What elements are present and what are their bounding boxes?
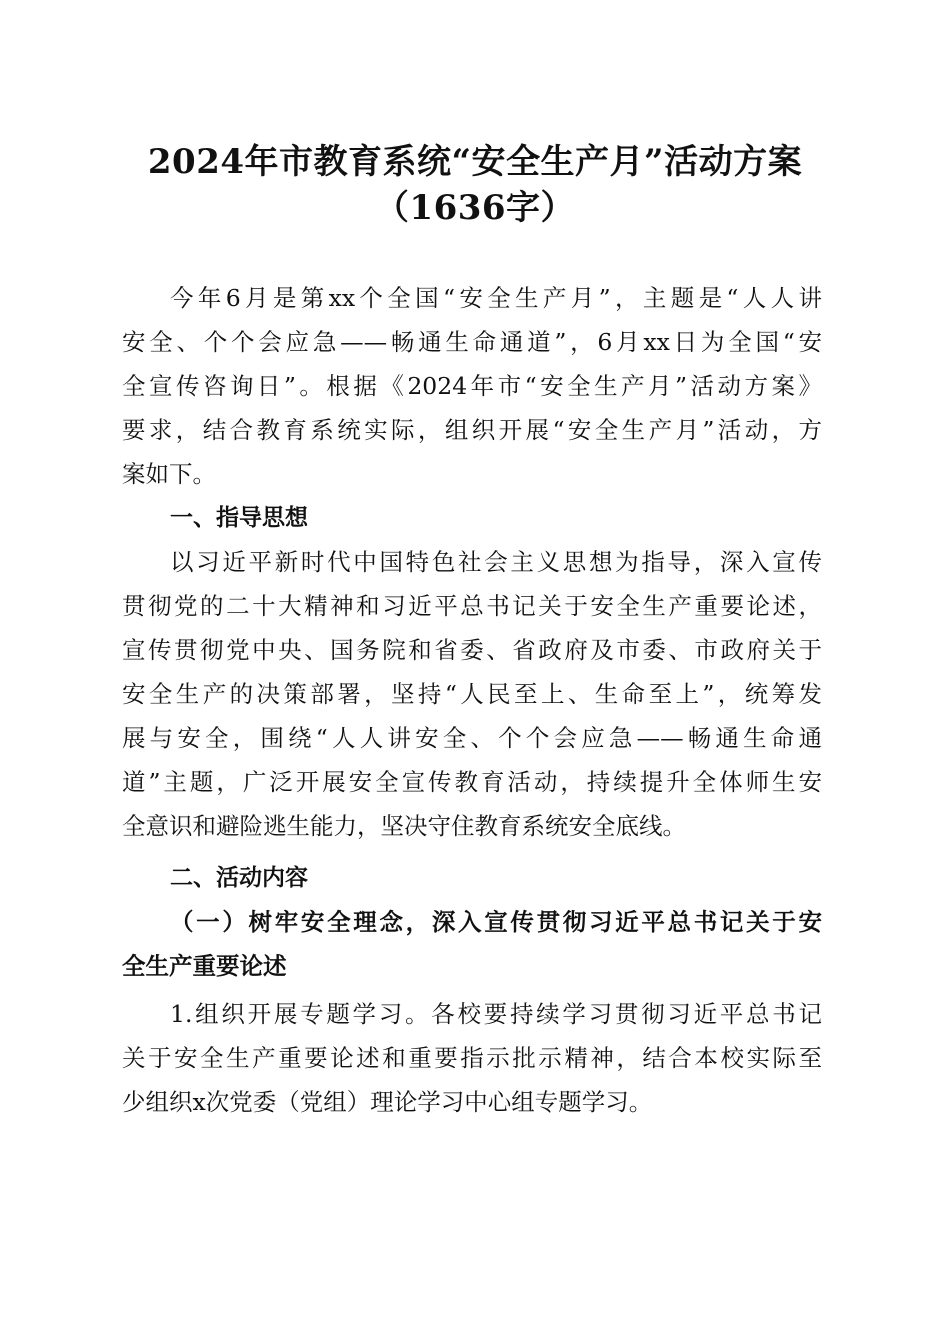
intro-line: 全宣传咨询日”。根据《2024年市“安全生产月”活动方案》	[122, 372, 822, 400]
section1-line: 展与安全，围绕“人人讲安全、个个会应急——畅通生命通	[122, 724, 822, 752]
subsection-heading: （一）树牢安全理念，深入宣传贯彻习近平总书记关于安	[170, 908, 822, 936]
section1-line: 宣传贯彻党中央、国务院和省委、省政府及市委、市政府关于	[122, 636, 822, 664]
intro-line: 案如下。	[122, 460, 216, 488]
intro-line: 安全、个个会应急——畅通生命通道”，6月xx日为全国“安	[122, 328, 822, 356]
section1-line: 安全生产的决策部署，坚持“人民至上、生命至上”，统筹发	[122, 680, 822, 708]
intro-line: 今年6月是第xx个全国“安全生产月”，主题是“人人讲	[170, 284, 822, 312]
item1-line: 少组织x次党委（党组）理论学习中心组专题学习。	[122, 1088, 653, 1116]
subsection-heading: 全生产重要论述	[122, 952, 287, 980]
section-heading-activity-content: 二、活动内容	[170, 865, 308, 891]
section1-line: 全意识和避险逃生能力，坚决守住教育系统安全底线。	[122, 812, 686, 840]
section-heading-guiding-ideology: 一、指导思想	[170, 505, 308, 531]
intro-line: 要求，结合教育系统实际，组织开展“安全生产月”活动，方	[122, 416, 822, 444]
section1-line: 以习近平新时代中国特色社会主义思想为指导，深入宣传	[170, 548, 822, 576]
section1-line: 道”主题，广泛开展安全宣传教育活动，持续提升全体师生安	[122, 768, 822, 796]
item1-line: 关于安全生产重要论述和重要指示批示精神，结合本校实际至	[122, 1044, 822, 1072]
document-title: 2024年市教育系统“安全生产月”活动方案	[147, 142, 803, 182]
section1-line: 贯彻党的二十大精神和习近平总书记关于安全生产重要论述，	[122, 592, 822, 620]
item1-line: 1.组织开展专题学习。各校要持续学习贯彻习近平总书记	[170, 1000, 822, 1028]
document-title-word-count: （1636字）	[374, 188, 576, 228]
